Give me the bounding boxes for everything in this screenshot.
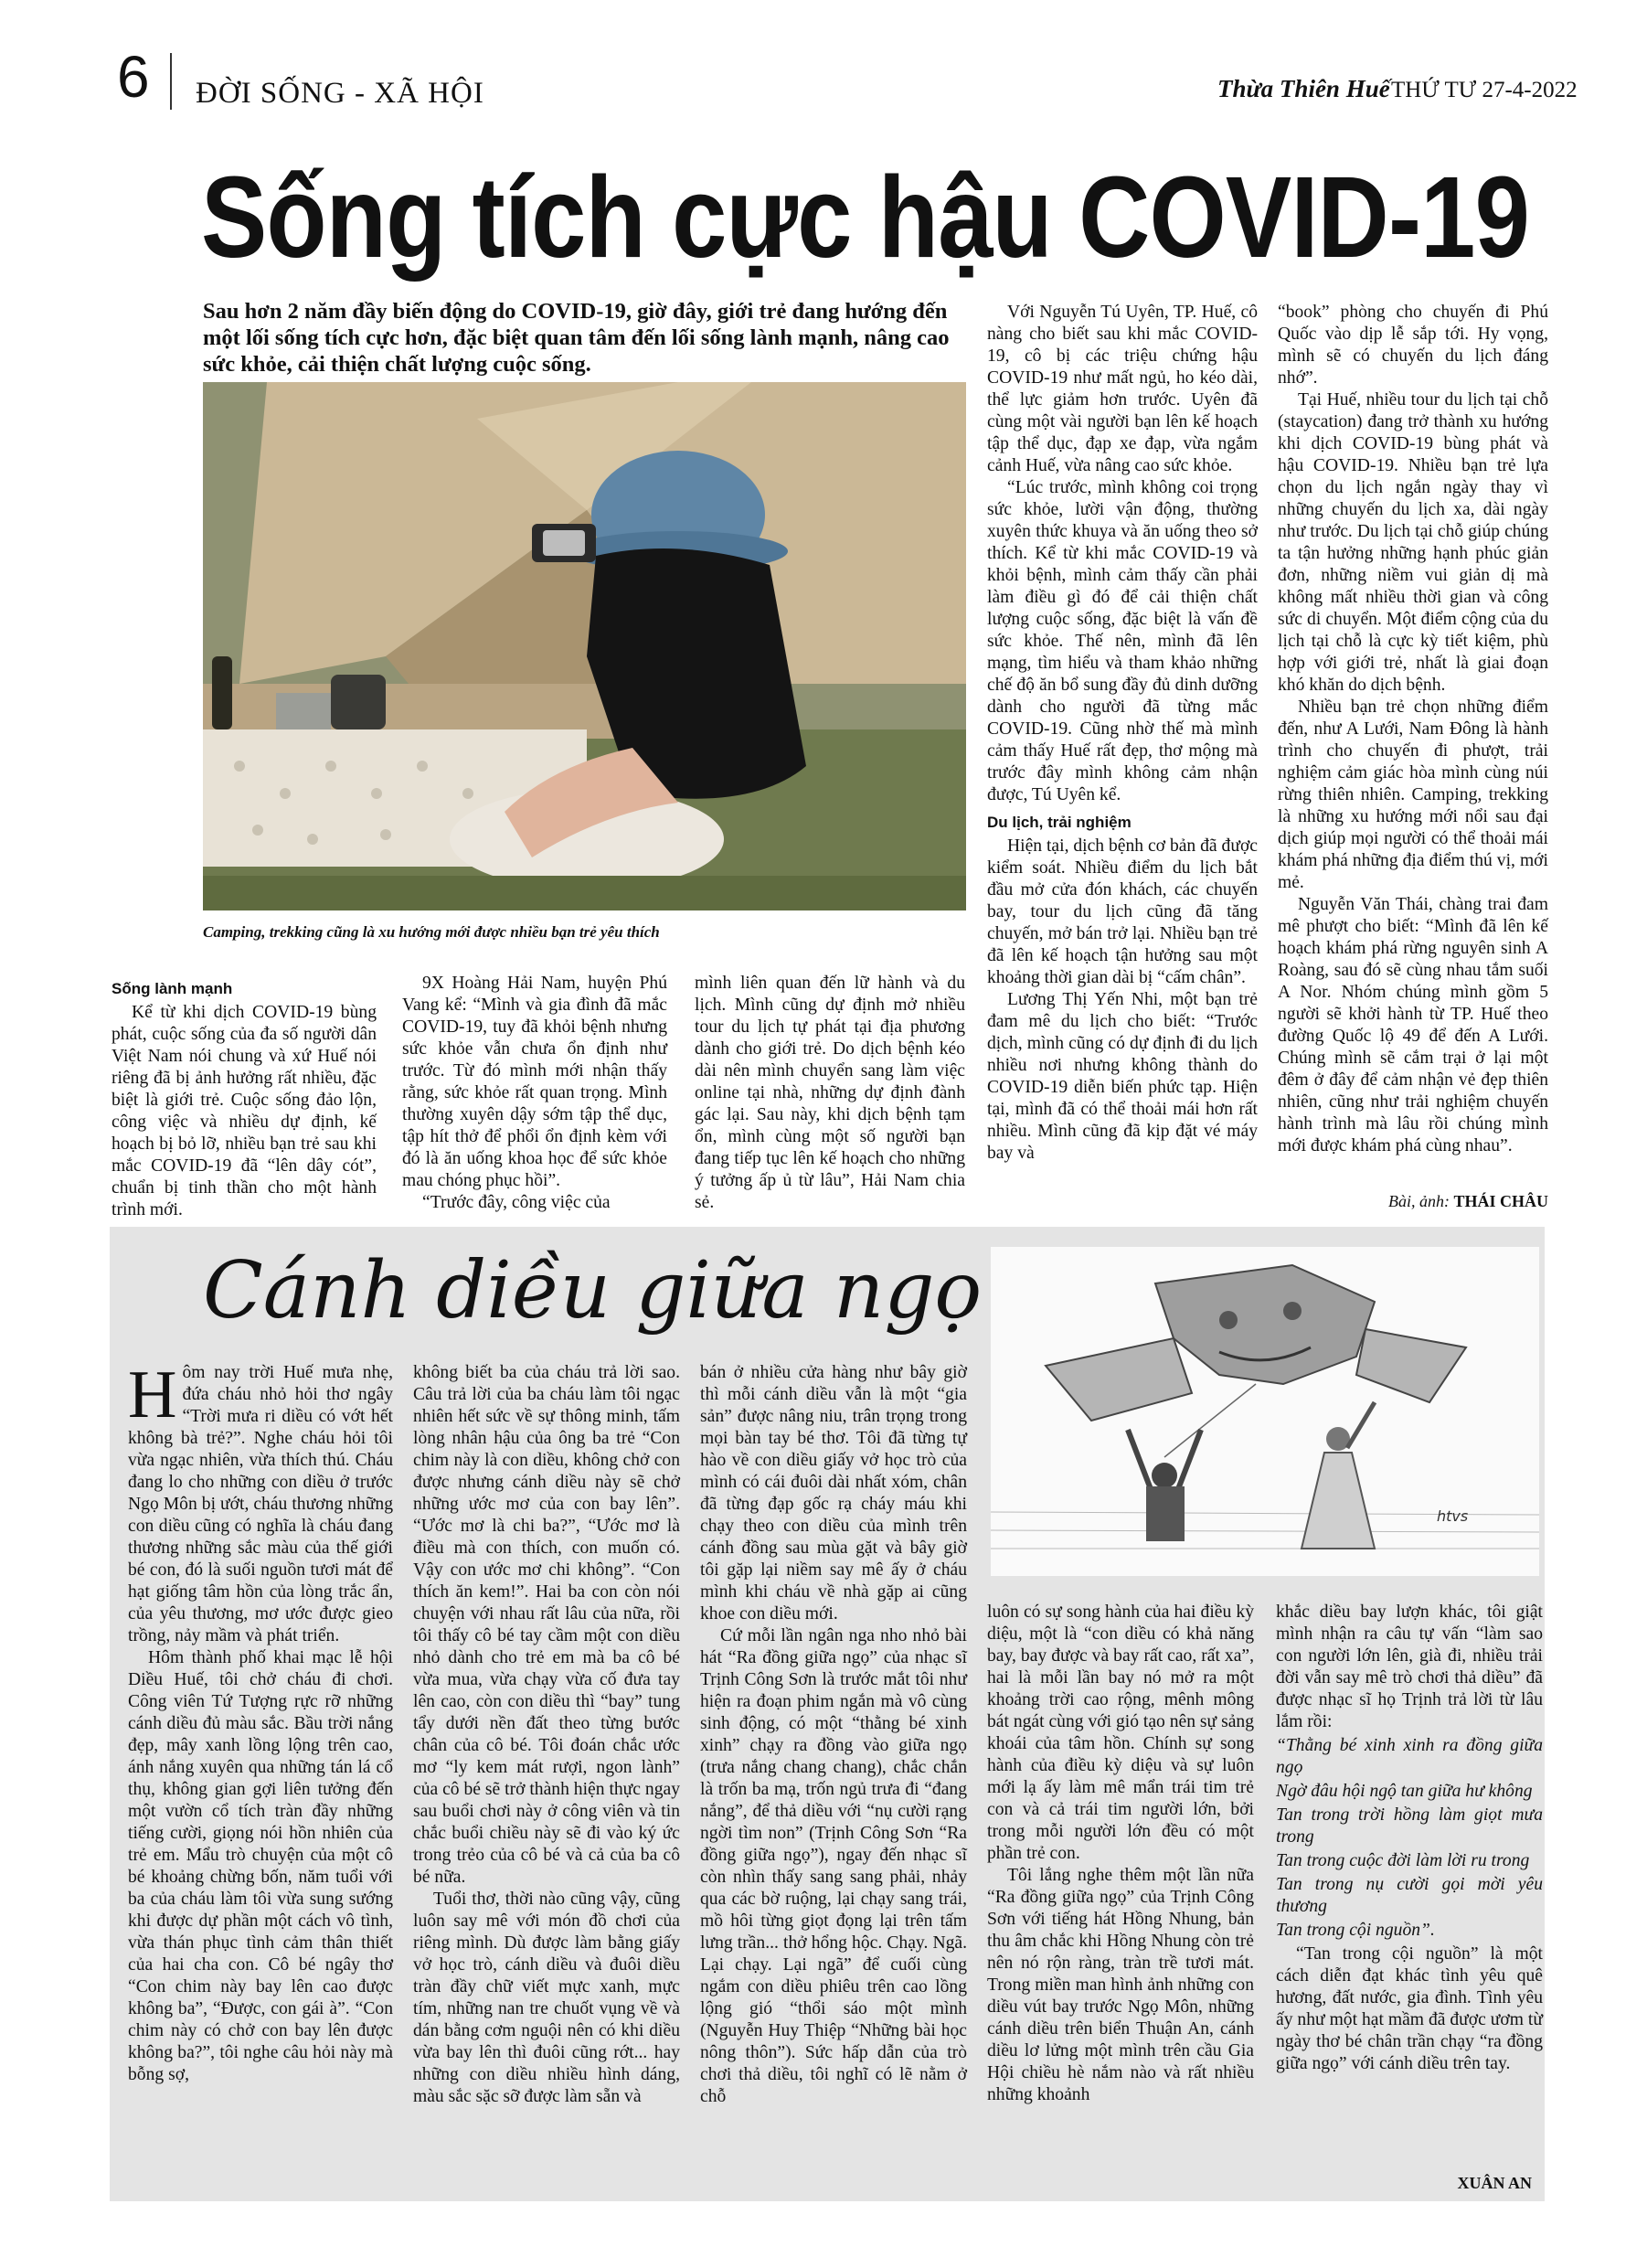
drop-cap: H	[128, 1358, 177, 1432]
section-title: ĐỜI SỐNG - XÃ HỘI	[196, 77, 484, 110]
paragraph	[128, 1358, 393, 1647]
paragraph: Tuổi thơ, thời nào cũng vậy, cũng luôn say mê với món đồ chơi của riêng mình. Dù được làm bằng giấy vở học trò, cánh diều và đuôi diều tràn đầy chữ viết mực xanh, mực tím, những nan tre chuốt vụng về và dán bằng cơm nguội nên có khi diều vừa bay lên thì đuôi cũng rớt... hay những con diều nhiều hình dáng, màu sắc sặc sỡ được làm sẵn và	[413, 1890, 680, 2106]
paragraph: bán ở nhiều cửa hàng như bây giờ thì mỗi cánh diều vẫn là một “gia sản” được nâng niu, trân trọng trong mọi bàn tay bé thơ. Tôi đã từng tự hào về con diều giấy vở học trò của mình có cái đuôi dài nhất xóm, chân đã từng đạp gốc rạ cháy máu khi chạy theo con diều của mình trên cánh đồng sau mùa gặt và bây giờ tôi gặp lại niềm say mê ấy ở cháu mình khi cháu về nhà gặp ai cũng khoe con diều mới.	[700, 1363, 967, 1624]
article2-author: XUÂN AN	[1457, 2174, 1532, 2192]
verse-line: Tan trong nụ cười gọi mời yêu thương	[1276, 1875, 1543, 1916]
article1-column-2	[402, 973, 667, 1214]
illustration-signature: htvs	[1437, 1507, 1469, 1525]
camping-photo-art	[203, 382, 966, 910]
verse-line: “Thằng bé xinh xinh ra đồng giữa ngọ	[1276, 1736, 1543, 1777]
paragraph: “Tan trong cội nguồn” là một cách diễn đạt khác tình yêu quê hương, đất nước, gia đình. Tình yêu ấy như một hạt mầm đã được ươm từ ngày thơ bé chân trần chạy “ra đồng giữa ngọ” với cánh diều trên tay.	[1276, 1944, 1543, 2073]
article2-column-2	[413, 1362, 680, 2108]
paragraph: mình liên quan đến lữ hành và du lịch. Mình cũng dự định mở nhiều tour du lịch tự phát tại địa phương dành cho giới trẻ. Do dịch bệnh kéo dài nên mình chuyển sang làm việc online tại nhà, những dự định đành gác lại. Sau này, khi dịch bệnh tạm ổn, mình cùng một số người bạn đang tiếp tục lên kế hoạch cho những ý tưởng ấp ủ từ lâu”, Hải Nam chia sẻ.	[695, 974, 965, 1212]
paragraph: Lương Thị Yến Nhi, một bạn trẻ đam mê du lịch cho biết: “Trước dịch, mình cũng có dự định đi du lịch nhiều nơi nhưng không thành do COVID-19 diễn biến phức tạp. Hiện tại, mình đã có thể thoải mái hơn rất nhiều. Mình cũng đã kịp đặt vé máy bay và	[987, 990, 1258, 1163]
paragraph: “Trước đây, công việc của	[422, 1193, 611, 1212]
verse-line: Tan trong trời hồng làm giọt mưa trong	[1276, 1805, 1543, 1847]
paragraph: “book” phòng cho chuyến đi Phú Quốc vào dịp lễ sắp tới. Hy vọng, mình sẽ có chuyến du lịch đáng nhớ”.	[1278, 303, 1548, 388]
subhead-du-lich-trai-nghiem: Du lịch, trải nghiệm	[987, 814, 1132, 831]
byline-prefix: Bài, ảnh:	[1387, 1192, 1450, 1210]
paragraph: luôn có sự song hành của hai điều kỳ diệu, một là “con diều có khả năng bay, bay được và bay rất cao, rất xa”, hai là mỗi lần bay nó mở ra một khoảng trời cao rộng, mênh mông bát ngát cùng với gió tạo nên sự sảng khoái của tâm hồn. Chính sự song hành của điều kỳ diệu và sự luôn mới lạ ấy làm mê mẩn trái tim trẻ con và cả trái tim người lớn, bởi trong mỗi người lớn đều có một phần trẻ con.	[987, 1603, 1254, 1863]
article1-column-3	[695, 973, 965, 1214]
paragraph: Tôi lắng nghe thêm một lần nữa “Ra đồng giữa ngọ” của Trịnh Công Sơn với tiếng hát Hồng Nhung, bản thu âm chắc khi Hồng Nhung còn trẻ nên nó rộn ràng, tràn trề tươi mát. Trong miền man hình ảnh những con diều vút bay trước Ngọ Môn, những cánh diều trên biển Thuận An, cánh diều lơ lửng một mình trên cầu Gia Hội chiều hè nắm nào và rất nhiều những khoảnh	[987, 1866, 1254, 2104]
header-divider	[170, 53, 172, 110]
newspaper-name: Thừa Thiên Huế	[1217, 75, 1390, 102]
paragraph: 9X Hoàng Hải Nam, huyện Phú Vang kể: “Mình và gia đình đã mắc COVID-19, tuy đã khỏi bệnh nhưng sức khỏe vẫn chưa ổn định như trước. Từ đó mình mới nhận thấy rằng, sức khỏe rất quan trọng. Mình thường xuyên dậy sớm tập thể dục, tập hít thở để phổi ổn định kèm với đó là ăn uống khoa học để sức khỏe mau chóng phục hồi”.	[402, 974, 667, 1190]
paragraph: Hôm thành phố khai mạc lễ hội Diều Huế, tôi chở cháu đi chơi. Công viên Tứ Tượng rực rỡ những cánh diều đủ màu sắc. Bầu trời nắng đẹp, mây xanh lồng lộng trên cao, ánh nắng xuyên qua những tán lá cổ thụ, không gian gợi liên tưởng đến một vườn cổ tích tràn đầy những tiếng cười, giọng nói hồn nhiên của trẻ em. Mẩu trò chuyện của một cô bé khoảng chừng bốn, năm tuổi với ba của cháu làm tôi vừa sung sướng khi được dự phần một cách vô tình, vừa thán phục tình cảm thân thiết của hai cha con. Cô bé ngây thơ “Con chim này bay lên cao được không ba”, “Được, con gái à”. “Con chim này có chở con bay lên được không ba?”, tôi nghe câu hỏi này mà bỗng sợ,	[128, 1648, 393, 2084]
article2-column-4	[987, 1602, 1254, 2106]
paragraph: Hiện tại, dịch bệnh cơ bản đã được kiểm soát. Nhiều điểm du lịch bắt đầu mở cửa đón khách, các chuyến bay, tour du lịch cũng đã tăng chuyến, mở bán trở lại. Nhiều bạn trẻ đã lên kế hoạch tận hưởng sau một khoảng thời gian dài bị “cấm chân”.	[987, 836, 1258, 987]
article-lead: Sau hơn 2 năm đầy biến động do COVID-19, giờ đây, giới trẻ đang hướng đến một lối sống tích cực hơn, đặc biệt quan tâm đến lối sống lành mạnh, nâng cao sức khỏe, cải thiện chất lượng cuộc sống.	[203, 299, 950, 377]
photo-caption: Camping, trekking cũng là xu hướng mới được nhiều bạn trẻ yêu thích	[203, 923, 660, 941]
paragraph: khắc diều bay lượn khác, tôi giật mình nhận ra câu tự vấn “làm sao con người lớn lên, già đi, nhiều trải đời vẫn say mê trò chơi thả diều” đã được nhạc sĩ họ Trịnh trả lời từ lâu lắm rồi:	[1276, 1603, 1543, 1731]
issue-date: THỨ TƯ 27-4-2022	[1391, 78, 1578, 102]
verse-line: Tan trong cội nguồn”.	[1276, 1921, 1435, 1940]
paragraph: không biết ba của cháu trả lời sao. Câu trả lời của ba cháu làm tôi ngạc nhiên hết sức về sự thông minh, tấm lòng nhân hậu của ông ba trẻ “Con chim này là con diều, không chở con được nhưng cánh diều này sẽ chở những ước mơ của con bay lên”. “Ước mơ là chi ba?”, “Ước mơ là điều mà con thích, con muốn có. Vậy con ước mơ chi không”. “Con thích ăn kem!”. Hai ba con còn nói chuyện với nhau rất lâu của nữa, rồi tôi thấy cô bé tay cầm một con diều nhỏ dành cho trẻ em mà ba cô bé vừa mua, vừa chạy vừa cố đưa tay lên cao, còn con diều thì “bay” tung tẩy dưới nền đất theo từng bước chân của cô bé. Tôi đoán chắc ước mơ “ly kem mát rượi, ngon lành” của cô bé sẽ trở thành hiện thực ngay sau buổi chơi này ở công viên và tin chắc buổi chiều này sẽ đi vào ký ức trong trẻo của cô bé và cả của ba cô bé nữa.	[413, 1363, 680, 1887]
kite-illustration	[991, 1247, 1539, 1576]
article2-column-5	[1276, 1602, 1543, 2075]
paragraph: Cứ mỗi lần ngân nga nho nhỏ bài hát “Ra đồng giữa ngọ” của nhạc sĩ Trịnh Công Sơn là trước mắt tôi như hiện ra đoạn phim ngắn mà vô cùng sinh động, có một “thằng bé xinh xinh” chạy ra đồng vào giữa ngọ (trưa nắng chang chang), chắc chắn là trốn ba mạ, trốn ngủ trưa đi “đang nắng”, để thả diều với “nụ cười rạng ngời tìm non” (Trịnh Công Sơn “Ra đồng giữa ngọ”), ngay đến nhạc sĩ còn nhìn thấy sang sang phải, nhảy qua các bờ ruộng, lại chạy sang trái, mồ hôi từng giọt đọng lại trên tấm lưng trần... thở hổng hộc. Chạy. Ngã. Lại chạy. Lại ngã” để cuối cùng ngắm con diều phiêu trên cao lồng lộng gió “thổi sáo một mình (Nguyễn Huy Thiệp “Những bài học nông thôn”). Sức hấp dẫn của trò chơi thả diều, tôi nghĩ có lẽ nằm ở chỗ	[700, 1626, 967, 2106]
paragraph: Tại Huế, nhiều tour du lịch tại chỗ (staycation) đang trở thành xu hướng khi dịch COVID-19 bùng phát và hậu COVID-19. Nhiều bạn trẻ lựa chọn du lịch ngắn ngày thay vì những chuyến du lịch xa, dài ngày như trước. Du lịch tại chỗ giúp chúng ta tận hưởng những hạnh phúc giản đơn, những niềm vui giản dị mà không mất nhiều thời gian và công sức di chuyển. Một điểm cộng của du lịch tại chỗ là cực kỳ tiết kiệm, phù hợp với giới trẻ, nhất là giai đoạn khó khăn do dịch bệnh.	[1278, 390, 1548, 695]
paragraph: “Lúc trước, mình không coi trọng sức khỏe, lười vận động, thường xuyên thức khuya và ăn uống theo sở thích. Kể từ khi mắc COVID-19 và khỏi bệnh, mình cảm thấy cần phải làm điều gì đó để cải thiện chất lượng cuộc sống, đặc biệt là vấn đề sức khỏe. Thế nên, mình đã lên mạng, tìm hiểu và tham khảo những chế độ ăn bổ sung đầy đủ dinh dưỡng dành cho người đã từng mắc COVID-19. Cũng nhờ thế mà mình cảm thấy Huế rất đẹp, thơ mộng mà trước đây mình không cảm nhận được, Tú Uyên kể.	[987, 478, 1258, 804]
article1-byline	[1278, 1192, 1548, 1211]
kite-illustration-art	[991, 1247, 1539, 1576]
paragraph: Nguyễn Văn Thái, chàng trai đam mê phượt cho biết: “Mình đã lên kế hoạch khám phá rừng nguyên sinh A Roàng, sau đó sẽ cùng nhau tắm suối A Nor. Nhóm chúng mình gồm 5 người sẽ khởi hành từ TP. Huế theo đường Quốc lộ 49 để đến A Lưới. Chúng mình sẽ cắm trại ở lại một đêm ở đây để cảm nhận vẻ đẹp thiên nhiên, cũng như trải nghiệm chuyến hành trình mà lâu rồi chúng mình mới được khám phá cùng nhau”.	[1278, 895, 1548, 1155]
article2-column-3	[700, 1362, 967, 2108]
paragraph-text: ôm nay trời Huế mưa nhẹ, đứa cháu nhỏ hỏi thơ ngây “Trời mưa ri diều có vớt hết không bà trẻ?”. Nghe cháu hỏi tôi vừa ngạc nhiên, vừa thích thú. Cháu đang lo cho những con diều ở trước Ngọ Môn bị ướt, cháu thương những con diều cũng có nghĩa là cháu đang thương những sắc màu của thế giới bé con, đó là suối nguồn tươi mát để hạt giống tâm hồn của lòng trắc ẩn, của yêu thương, mơ ước được gieo trồng, nảy mầm và phát triển.	[128, 1363, 393, 1645]
camping-photo	[203, 382, 966, 910]
subhead-song-lanh-manh: Sống lành mạnh	[112, 980, 233, 997]
article2-column-1	[128, 1358, 393, 2086]
byline-author: THÁI CHÂU	[1453, 1192, 1548, 1210]
article1-column-1	[112, 973, 377, 1221]
paragraph: Với Nguyễn Tú Uyên, TP. Huế, cô nàng cho biết sau khi mắc COVID-19, cô bị các triệu chứng hậu COVID-19 như mất ngủ, ho kéo dài, thể lực giảm hơn trước. Uyên đã cùng một vài người bạn lên kế hoạch tập thể dục, đạp xe đạp, vừa ngắm cảnh Huế, vừa nâng cao sức khỏe.	[987, 303, 1258, 475]
verse-line: Ngờ đâu hội ngộ tan giữa hư không	[1276, 1782, 1533, 1801]
article1-column-5	[1278, 302, 1548, 1157]
article2-title: Cánh diều giữa ngọ	[203, 1245, 983, 1336]
paragraph: Kể từ khi dịch COVID-19 bùng phát, cuộc sống của đa số người dân Việt Nam nói chung và xứ Huế nói riêng đã bị ảnh hưởng rất nhiều, đặc biệt là giới trẻ. Cuộc sống đảo lộn, công việc và nhiều dự định, kế hoạch bị bỏ lỡ, nhiều bạn trẻ sau khi mắc COVID-19 đã “lên dây cót”, chuẩn bị tinh thần cho một hành trình mới.	[112, 1003, 377, 1219]
page-number: 6	[117, 44, 150, 110]
paragraph: Nhiều bạn trẻ chọn những điểm đến, như A Lưới, Nam Đông là hành trình cho chuyến đi phượt, trải nghiệm cảm giác hòa mình cùng núi rừng thiên nhiên. Camping, trekking là những xu hướng mới nổi sau đại dịch giúp mọi người có thể thoải mái khám phá những địa điểm thú vị, mới mẻ.	[1278, 697, 1548, 892]
verse-line: Tan trong cuộc đời làm lời ru trong	[1276, 1851, 1530, 1870]
article-headline: Sống tích cực hậu COVID-19	[201, 153, 1529, 282]
article1-column-4	[987, 302, 1258, 1165]
